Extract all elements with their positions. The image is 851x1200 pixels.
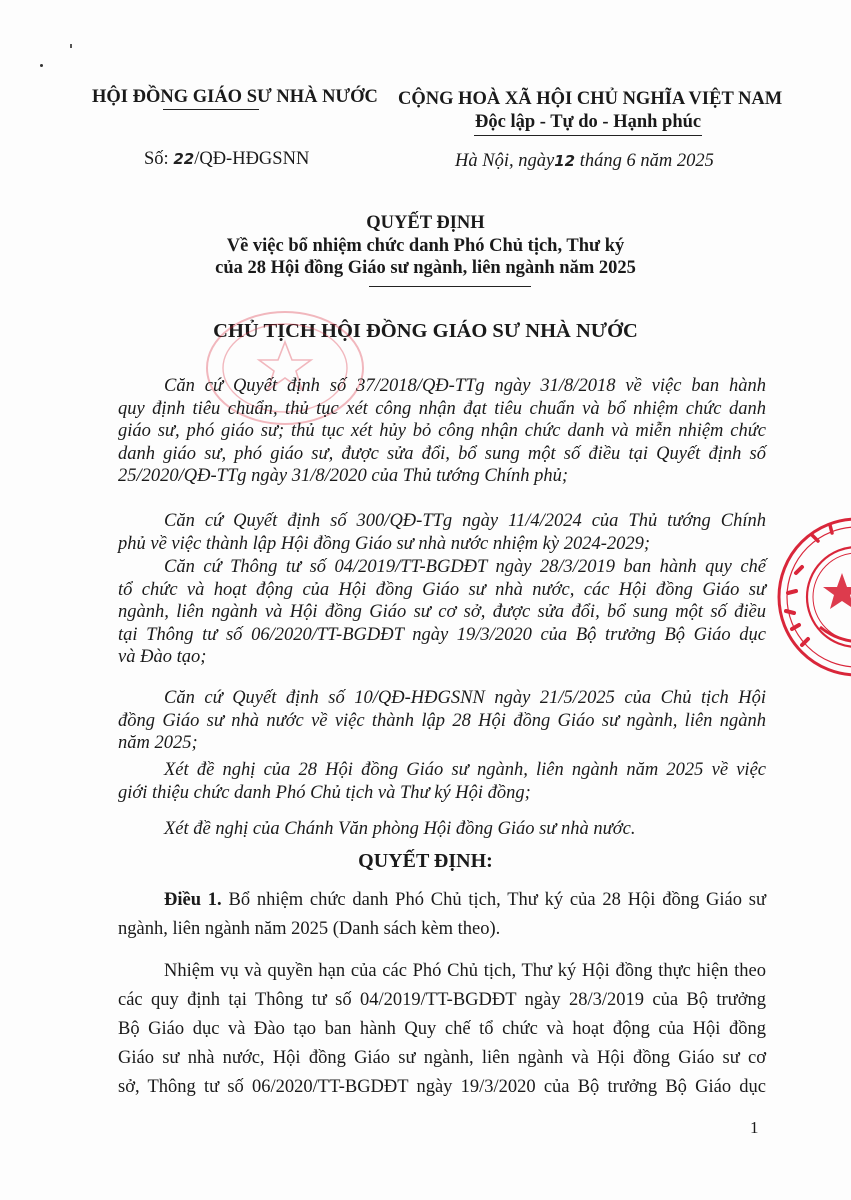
duties-paragraph bbox=[118, 957, 766, 1102]
page-number: 1 bbox=[750, 1118, 759, 1137]
preamble-line: phủ về việc thành lập Hội đồng Giáo sư nhà nước nhiệm kỳ 2024-2029; bbox=[118, 533, 651, 554]
preamble-line: Căn cứ Quyết định số 37/2018/QĐ-TTg ngày 31/8/2018 về việc ban hành bbox=[164, 376, 766, 396]
title-underline bbox=[369, 286, 531, 287]
issuing-authority: CHỦ TỊCH HỘI ĐỒNG GIÁO SƯ NHÀ NƯỚC bbox=[213, 320, 638, 342]
preamble-line: Xét đề nghị của 28 Hội đồng Giáo sư ngành, liên ngành năm 2025 về việc bbox=[164, 760, 766, 780]
decision-subtitle-line2: của 28 Hội đồng Giáo sư ngành, liên ngành năm 2025 bbox=[215, 258, 636, 278]
country-name: CỘNG HOÀ XÃ HỘI CHỦ NGHĨA VIỆT NAM bbox=[398, 89, 783, 109]
article-1 bbox=[118, 886, 766, 944]
decision-subtitle-line1: Về việc bổ nhiệm chức danh Phó Chủ tịch, Thư ký bbox=[226, 236, 625, 256]
preamble-line: quy định tiêu chuẩn, thủ tục xét công nhận đạt tiêu chuẩn và bổ nhiệm chức danh bbox=[118, 398, 766, 419]
scan-speck bbox=[40, 64, 43, 67]
org-underline bbox=[163, 109, 259, 110]
national-motto: Độc lập - Tự do - Hạnh phúc bbox=[475, 112, 702, 132]
preamble-line: tại Thông tư số 06/2020/TT-BGDĐT ngày 19/3/2020 của Bộ trưởng Bộ Giáo dục bbox=[118, 624, 766, 645]
preamble-paragraph-2 bbox=[118, 510, 766, 555]
article-1-line: ngành, liên ngành năm 2025 (Danh sách kèm theo). bbox=[118, 919, 501, 939]
preamble-line: giáo sư, phó giáo sư; thủ tục xét hủy bỏ công nhận chức danh và miễn nhiệm chức bbox=[118, 421, 766, 442]
preamble-line: 25/2020/QĐ-TTg ngày 31/8/2020 của Thủ tướng Chính phủ; bbox=[118, 466, 569, 487]
official-seal-icon bbox=[772, 515, 851, 680]
preamble-line: Căn cứ Quyết định số 300/QĐ-TTg ngày 11/4/2024 của Thủ tướng Chính bbox=[164, 511, 766, 531]
preamble-line: và Đào tạo; bbox=[118, 647, 207, 668]
preamble-line: tổ chức và hoạt động của Hội đồng Giáo sư nhà nước, các Hội đồng Giáo sư bbox=[118, 579, 766, 600]
duties-line: Bộ Giáo dục và Đào tạo ban hành Quy chế tổ chức và hoạt động của Hội đồng bbox=[118, 1019, 766, 1039]
preamble-paragraph-5 bbox=[118, 759, 766, 804]
scan-speck bbox=[70, 44, 72, 48]
preamble-line: danh giáo sư, phó giáo sư, được sửa đổi, bổ sung một số điều tại Quyết định số bbox=[118, 443, 766, 464]
decision-title: QUYẾT ĐỊNH bbox=[366, 213, 485, 233]
motto-underline bbox=[474, 135, 702, 136]
preamble-paragraph-6 bbox=[118, 818, 766, 841]
preamble-line: Căn cứ Quyết định số 10/QĐ-HĐGSNN ngày 21/5/2025 của Chủ tịch Hội bbox=[164, 688, 766, 708]
document-date bbox=[455, 151, 714, 172]
preamble-line: Xét đề nghị của Chánh Văn phòng Hội đồng Giáo sư nhà nước. bbox=[164, 819, 636, 839]
duties-line: Giáo sư nhà nước, Hội đồng Giáo sư ngành, liên ngành và Hội đồng Giáo sư cơ bbox=[118, 1048, 766, 1068]
date-prefix: Hà Nội, ngày bbox=[455, 151, 555, 171]
preamble-line: đồng Giáo sư nhà nước về việc thành lập 28 Hội đồng Giáo sư ngành, liên ngành bbox=[118, 710, 766, 731]
handwritten-number: 22 bbox=[173, 150, 195, 168]
article-1-line bbox=[118, 886, 766, 915]
handwritten-day: 12 bbox=[554, 152, 576, 170]
preamble-line: năm 2025; bbox=[118, 733, 198, 754]
preamble-line: ngành, liên ngành và Hội đồng Giáo sư cơ sở, được sửa đổi, bổ sung một số điều bbox=[118, 602, 766, 623]
duties-line: sở, Thông tư số 06/2020/TT-BGDĐT ngày 19/3/2020 của Bộ trưởng Bộ Giáo dục bbox=[118, 1077, 766, 1097]
article-1-label: Điều 1. bbox=[164, 890, 222, 910]
document-number bbox=[144, 149, 309, 170]
preamble-line: Căn cứ Thông tư số 04/2019/TT-BGDĐT ngày 28/3/2019 ban hành quy chế bbox=[164, 557, 766, 577]
duties-line: Nhiệm vụ và quyền hạn của các Phó Chủ tịch, Thư ký Hội đồng thực hiện theo bbox=[164, 961, 766, 981]
duties-line: các quy định tại Thông tư số 04/2019/TT-BGDĐT ngày 28/3/2019 của Bộ trưởng bbox=[118, 990, 766, 1010]
number-suffix: /QĐ-HĐGSNN bbox=[194, 149, 310, 169]
preamble-paragraph-1 bbox=[118, 375, 766, 488]
article-1-text: Bổ nhiệm chức danh Phó Chủ tịch, Thư ký của 28 Hội đồng Giáo sư bbox=[228, 890, 767, 910]
number-prefix: Số: bbox=[144, 149, 169, 169]
issuing-organization: HỘI ĐỒNG GIÁO SƯ NHÀ NƯỚC bbox=[92, 87, 378, 107]
decision-heading: QUYẾT ĐỊNH: bbox=[358, 850, 493, 872]
preamble-line: giới thiệu chức danh Phó Chủ tịch và Thư ký Hội đồng; bbox=[118, 782, 531, 803]
preamble-paragraph-3 bbox=[118, 556, 766, 669]
date-suffix: tháng 6 năm 2025 bbox=[579, 151, 714, 171]
preamble-paragraph-4 bbox=[118, 687, 766, 755]
